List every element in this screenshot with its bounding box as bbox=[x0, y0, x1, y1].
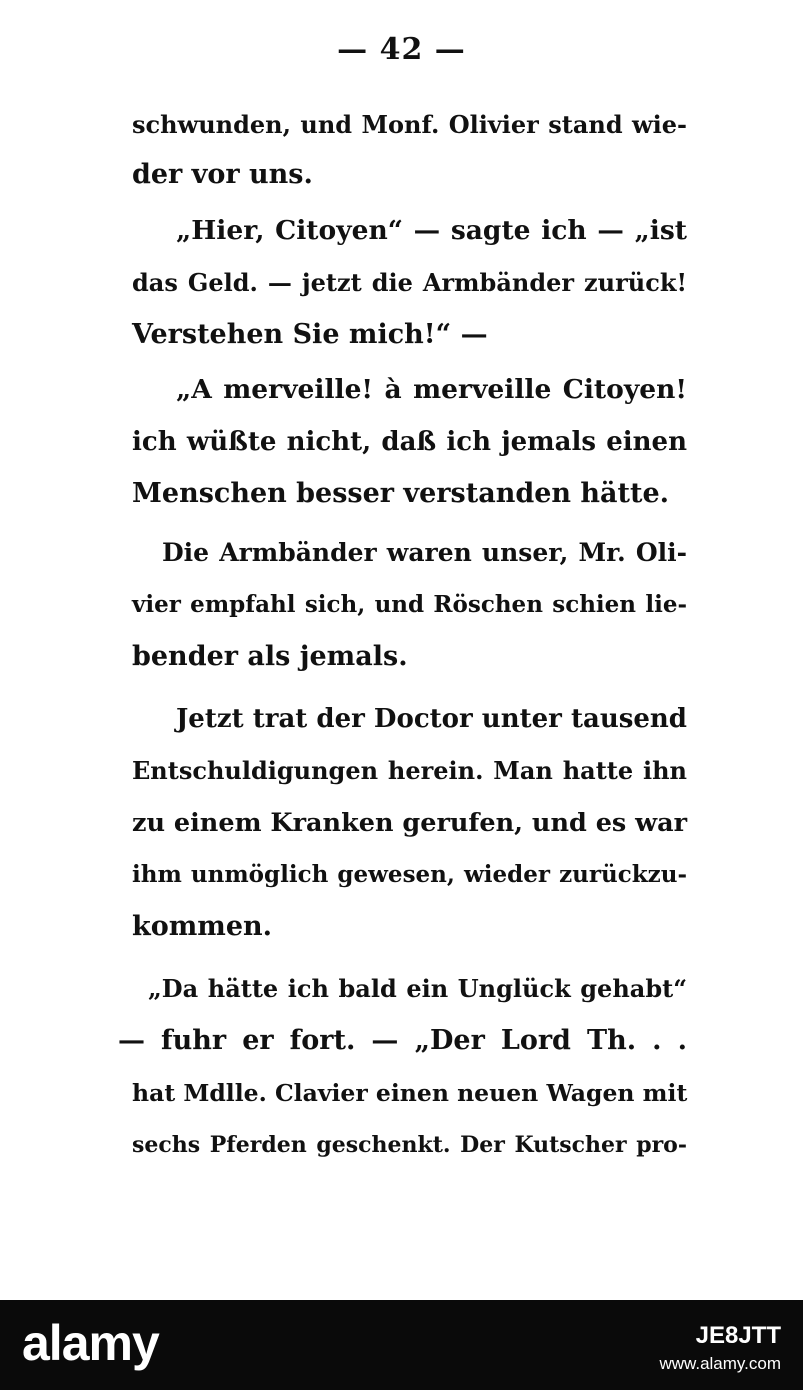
text-line: kommen. bbox=[132, 911, 273, 942]
text-line: hat Mdlle. Clavier einen neuen Wagen mit bbox=[132, 1079, 688, 1107]
text-line: das Geld. — jetzt die Armbänder zurück! bbox=[132, 268, 687, 297]
text-line: Menschen besser verstanden hätte. bbox=[132, 478, 670, 509]
text-line: „Da hätte ich bald ein Unglück gehabt“ bbox=[148, 974, 687, 1003]
text-line: Entschuldigungen herein. Man hatte ihn bbox=[132, 756, 687, 785]
text-line: zu einem Kranken gerufen, und es war bbox=[132, 808, 688, 838]
text-line: ich wüßte nicht, daß ich jemals einen bbox=[132, 427, 687, 457]
text-line: „A merveille! à merveille Citoyen! bbox=[176, 374, 687, 405]
text-line: sechs Pferden geschenkt. Der Kutscher pro- bbox=[132, 1132, 687, 1158]
text-line: der vor uns. bbox=[132, 159, 313, 190]
image-id: JE8JTT bbox=[695, 1322, 781, 1349]
watermark-banner bbox=[0, 1300, 803, 1390]
page-number: — 42 — bbox=[337, 32, 466, 67]
text-line: — fuhr er fort. — „Der Lord Th. . . bbox=[118, 1025, 687, 1056]
text-line: Verstehen Sie mich!“ — bbox=[132, 319, 488, 350]
alamy-logo: alamy bbox=[22, 1315, 159, 1371]
text-line: ihm unmöglich gewesen, wieder zurückzu- bbox=[132, 861, 687, 888]
banner-url: www.alamy.com bbox=[659, 1354, 781, 1373]
text-line: Jetzt trat der Doctor unter tausend bbox=[176, 704, 687, 734]
text-line: „Hier, Citoyen“ — sagte ich — „ist bbox=[176, 215, 687, 246]
text-line: bender als jemals. bbox=[132, 641, 408, 672]
text-line: vier empfahl sich, und Röschen schien lie- bbox=[132, 591, 687, 618]
text-line: schwunden, und Monf. Olivier stand wie- bbox=[132, 110, 687, 139]
text-line: Die Armbänder waren unser, Mr. Oli- bbox=[162, 538, 687, 567]
